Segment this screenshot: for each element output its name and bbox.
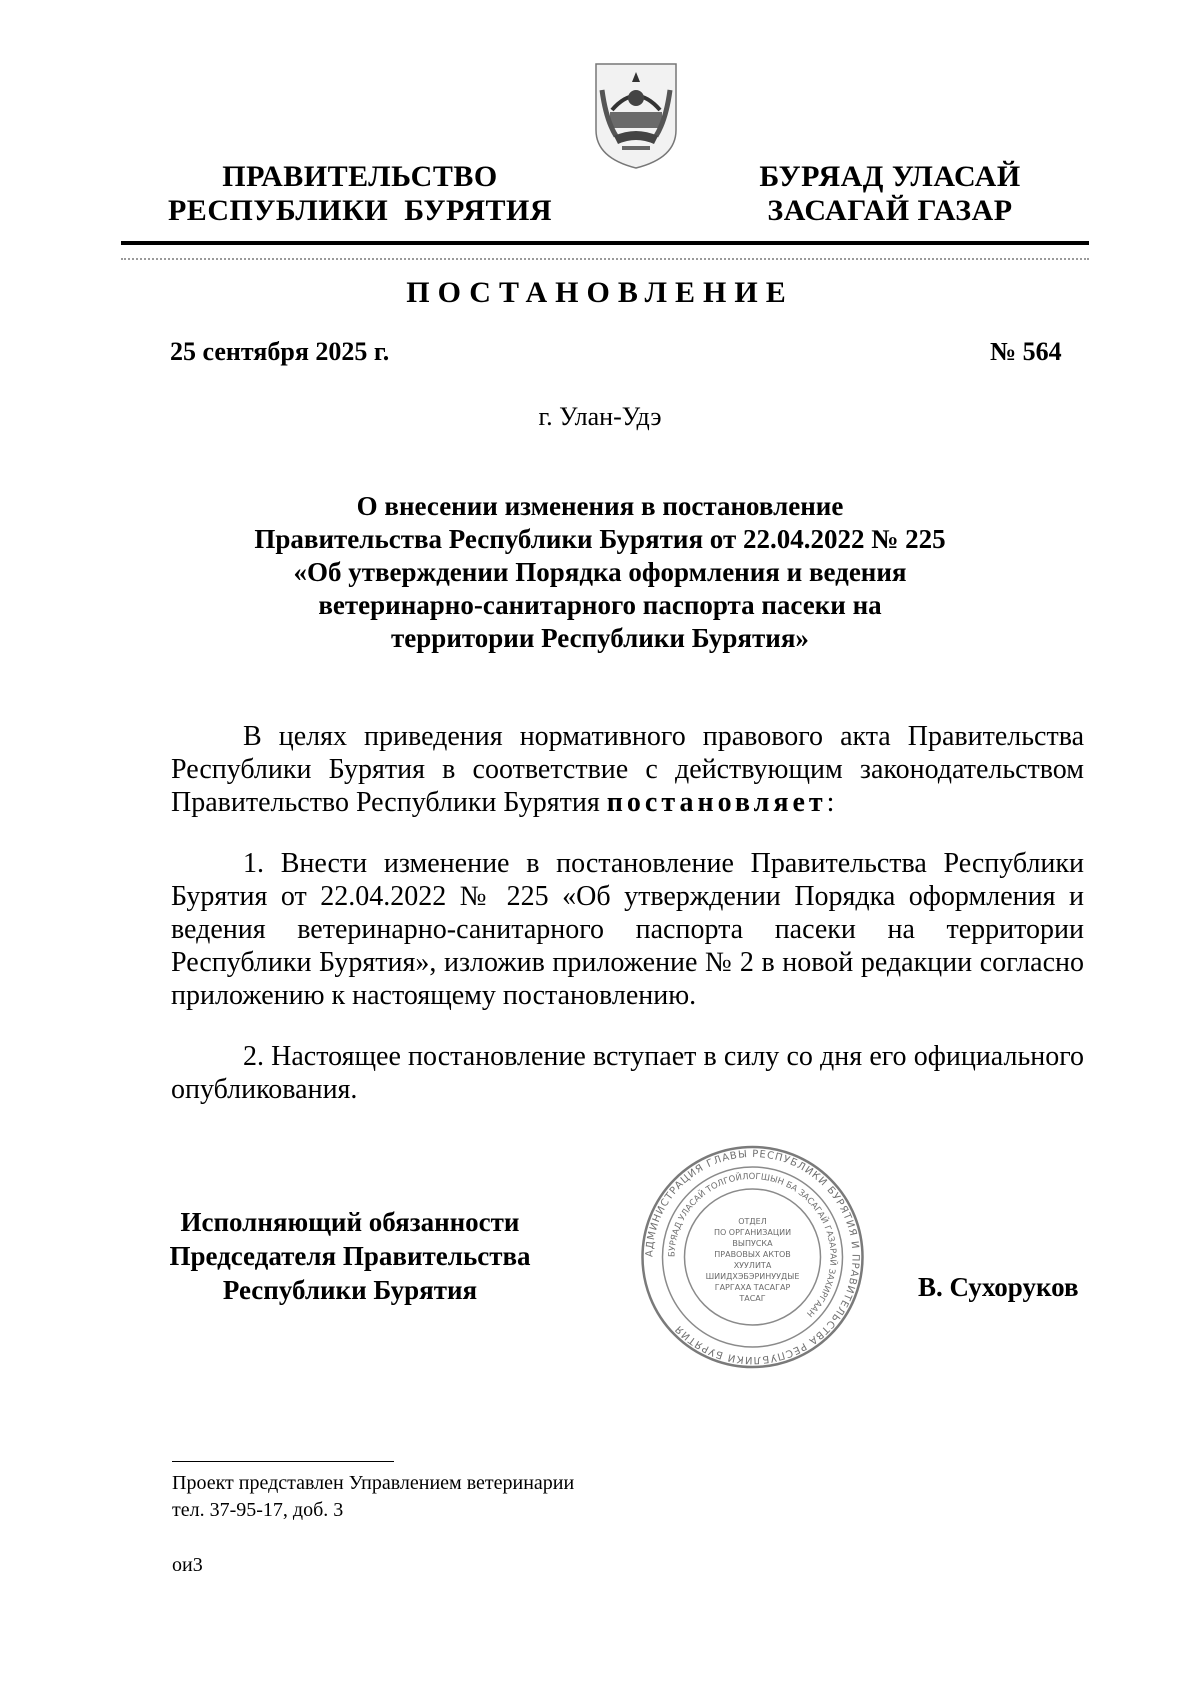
signatory-position-line: Председателя Правительства <box>169 1241 531 1271</box>
document-date: 25 сентября 2025 г. <box>170 337 390 366</box>
official-seal-stamp <box>640 1140 865 1370</box>
footnote-divider <box>172 1461 394 1462</box>
government-name-line: БУРЯАД УЛАСАЙ <box>759 160 1021 193</box>
government-name-buryat <box>740 160 1040 228</box>
document-subject <box>200 490 1000 655</box>
coat-of-arms-icon <box>592 60 680 172</box>
subject-line: территории Республики Бурятия» <box>391 623 809 653</box>
government-name-line: ЗАСАГАЙ ГАЗАР <box>767 194 1013 227</box>
footnote-line: тел. 37-95-17, доб. 3 <box>172 1499 344 1521</box>
government-name-line: РЕСПУБЛИКИ БУРЯТИЯ <box>167 194 553 227</box>
seal-inner-text: БУРЯАД УЛАСАЙ ТОЛГОЙЛОГШЫН БА ЗАСАГАЙ ГАЗАРАЙ ЗАХИРГААН <box>667 1171 838 1319</box>
signatory-position <box>150 1205 550 1307</box>
document-number: № 564 <box>990 337 1062 366</box>
signatory-position-line: Республики Бурятия <box>222 1275 478 1305</box>
subject-line: ветеринарно-санитарного паспорта пасеки на <box>318 590 882 620</box>
seal-center-line: ПО ОРГАНИЗАЦИИ <box>713 1228 792 1237</box>
seal-center-line: ШИИДХЭБЭРИНУУДЫЕ <box>705 1272 800 1281</box>
header-divider-thick <box>121 241 1089 245</box>
signatory-position-line: Исполняющий обязанности <box>180 1207 520 1237</box>
preamble-paragraph <box>171 720 1084 819</box>
government-name-russian <box>160 160 560 228</box>
seal-center-line: ВЫПУСКА <box>732 1239 773 1248</box>
document-code: ои3 <box>172 1554 203 1576</box>
document-type-title: ПОСТАНОВЛЕНИЕ <box>406 276 794 309</box>
seal-outer-text: АДМИНИСТРАЦИЯ ГЛАВЫ РЕСПУБЛИКИ БУРЯТИЯ И ПРАВИТЕЛЬСТВА РЕСПУБЛИКИ БУРЯТИЯ <box>644 1148 861 1366</box>
seal-center-line: ТАСАГ <box>739 1294 766 1303</box>
subject-line: О внесении изменения в постановление <box>356 491 844 521</box>
preamble-text: В целях приведения нормативного правового акта Правительства Республики Бурятия в соответствие с действующим законодательством Правительство Республики Бурятия <box>171 721 1084 818</box>
government-name-line: ПРАВИТЕЛЬСТВО <box>222 160 498 193</box>
seal-center-line: ХУУЛИТА <box>733 1261 772 1270</box>
document-city: г. Улан-Удэ <box>538 402 662 431</box>
clause-2: 2. Настоящее постановление вступает в силу со дня его официального опубликования. <box>171 1041 1084 1105</box>
seal-center-line: ПРАВОВЫХ АКТОВ <box>714 1250 791 1259</box>
header-divider-thin <box>121 258 1089 260</box>
preamble-colon: : <box>826 787 835 818</box>
project-footnote <box>172 1470 574 1524</box>
resolution-keyword: постановляет <box>606 787 827 818</box>
subject-line: Правительства Республики Бурятия от 22.04.2022 № 225 <box>254 524 946 554</box>
subject-line: «Об утверждении Порядка оформления и ведения <box>293 557 907 587</box>
signatory-name: В. Сухоруков <box>918 1272 1079 1302</box>
clause-1: 1. Внести изменение в постановление Правительства Республики Бурятия от 22.04.2022 № 225 «Об утверждении Порядка оформления и ведения ветеринарно-санитарного паспорта пасеки на территории Республики Бурятия», изложив приложение № 2 в новой редакции согласно приложению к настоящему постановлению. <box>171 848 1084 1011</box>
seal-center-line: ГАРГАХА ТАСАГАР <box>714 1283 791 1292</box>
footnote-line: Проект представлен Управлением ветеринарии <box>172 1472 575 1494</box>
seal-center-line: ОТДЕЛ <box>738 1217 767 1226</box>
